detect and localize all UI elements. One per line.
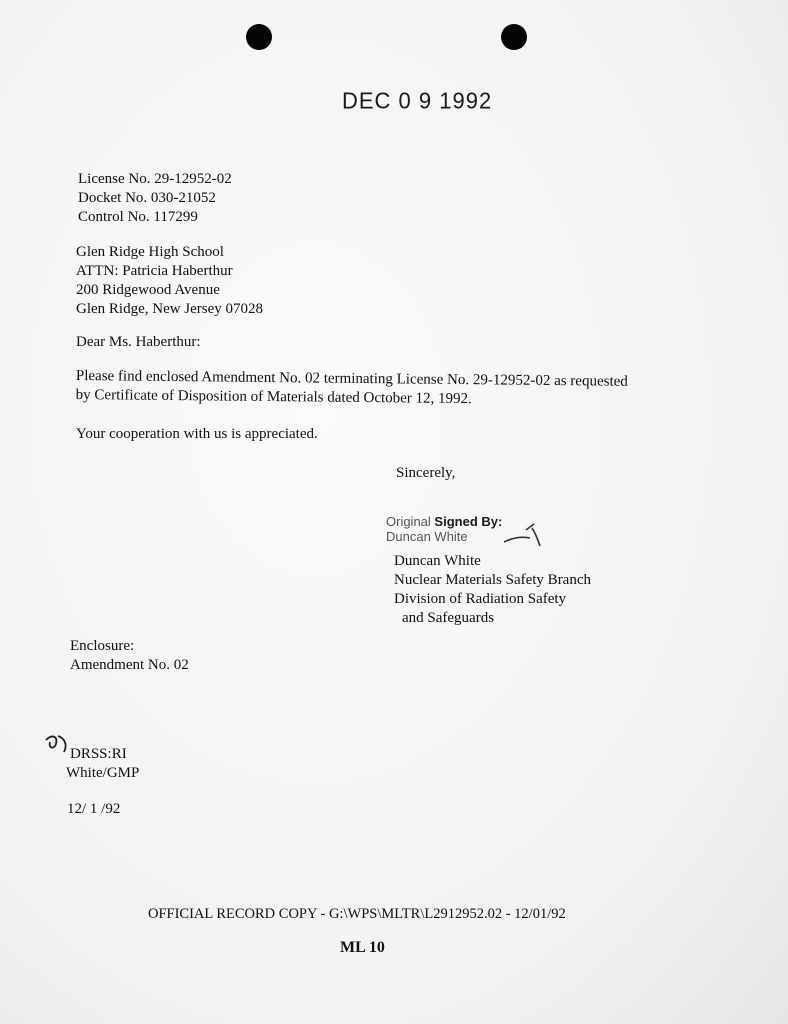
signer-name: Duncan White — [394, 553, 481, 569]
body-paragraph-1-line-2: by Certificate of Disposition of Materials dated October 12, 1992. — [75, 386, 472, 408]
docket-number: Docket No. 030-21052 — [78, 190, 216, 206]
signer-branch: Nuclear Materials Safety Branch — [394, 572, 591, 588]
closing: Sincerely, — [396, 465, 456, 481]
body-paragraph-2: Your cooperation with us is appreciated. — [76, 426, 318, 442]
signature-stamp-line-2: Duncan White — [386, 529, 468, 544]
recipient-address — [76, 243, 263, 319]
signer-block — [394, 552, 591, 628]
salutation: Dear Ms. Haberthur: — [76, 334, 201, 350]
punch-hole-left — [246, 24, 272, 50]
signer-division-cont: and Safeguards — [402, 610, 495, 626]
date-stamp: DEC 0 9 1992 — [342, 87, 493, 114]
recipient-street: 200 Ridgewood Avenue — [76, 282, 220, 298]
punch-hole-right — [501, 24, 527, 50]
office-code: DRSS:RI — [70, 746, 127, 762]
control-number: Control No. 117299 — [78, 209, 198, 225]
signature-stamp-prefix: Original — [386, 514, 431, 529]
ml-code: ML 10 — [340, 939, 385, 956]
office-initials: White/GMP — [66, 765, 140, 781]
enclosure-label: Enclosure: — [70, 638, 135, 654]
official-record-copy: OFFICIAL RECORD COPY - G:\WPS\MLTR\L2912952.02 - 12/01/92 — [148, 906, 566, 922]
body-paragraph-1 — [76, 367, 676, 411]
signature-stamp — [386, 514, 502, 544]
office-block — [66, 745, 139, 783]
enclosure-item: Amendment No. 02 — [70, 657, 189, 673]
signature-stamp-line-1 — [386, 514, 502, 529]
signature-stamp-signed-by: Signed By: — [434, 514, 503, 529]
body-paragraph-1-line-1: Please find enclosed Amendment No. 02 terminating License No. 29-12952-02 as requested — [75, 367, 628, 390]
signer-division: Division of Radiation Safety — [394, 591, 567, 607]
license-number: License No. 29-12952-02 — [78, 171, 232, 187]
recipient-city: Glen Ridge, New Jersey 07028 — [76, 301, 264, 317]
recipient-name: Glen Ridge High School — [76, 244, 224, 260]
reference-block — [78, 170, 232, 227]
recipient-attn: ATTN: Patricia Haberthur — [76, 263, 233, 279]
office-date: 12/ 1 /92 — [67, 801, 121, 817]
enclosure-block — [70, 637, 189, 675]
handwritten-signature-icon — [500, 520, 544, 550]
